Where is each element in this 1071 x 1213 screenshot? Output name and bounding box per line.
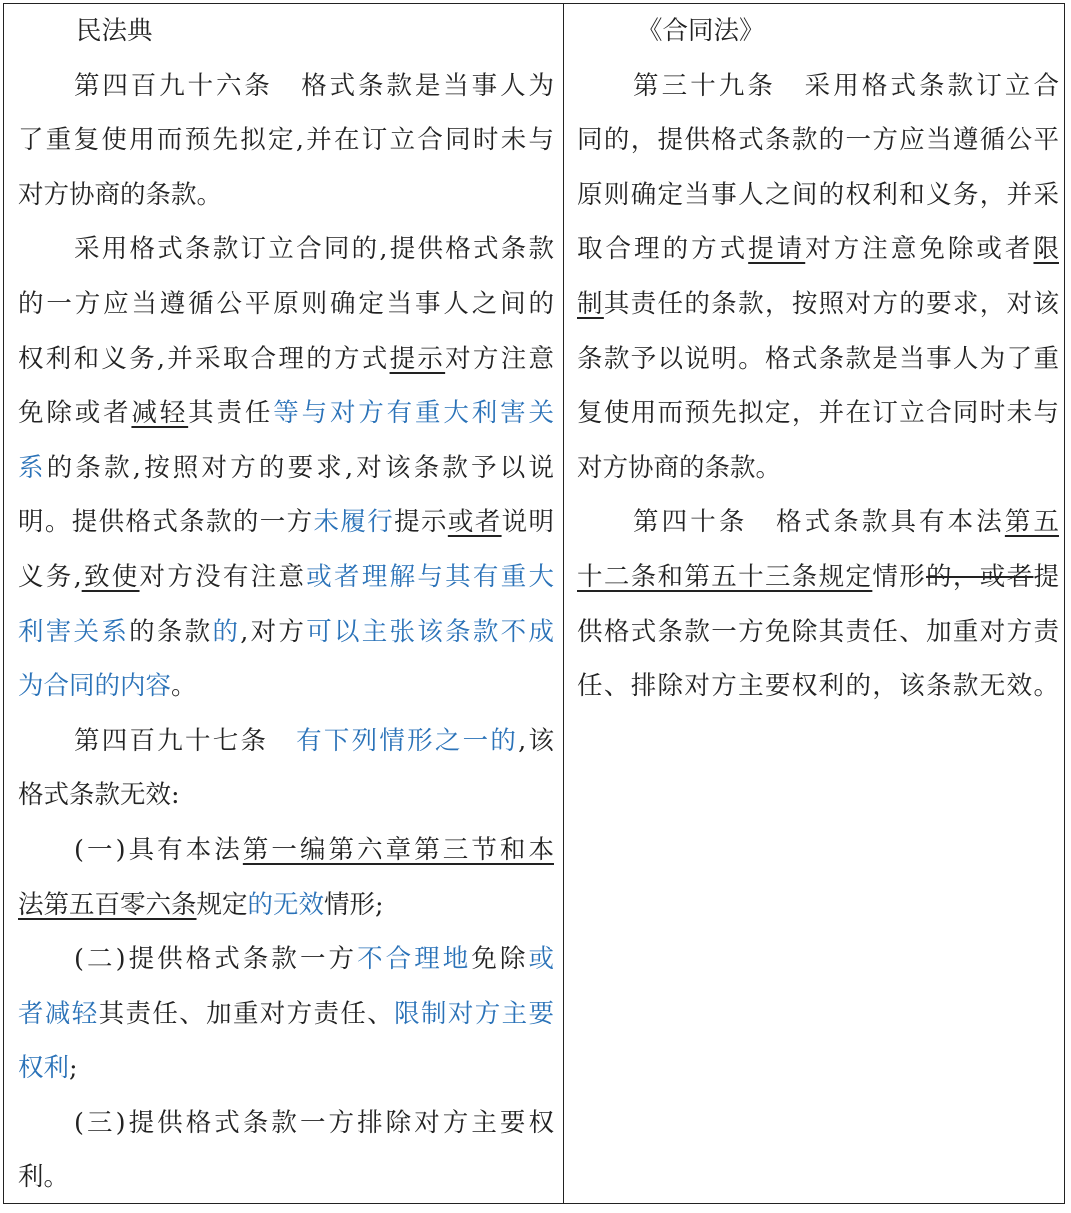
text-segment: ,该	[518, 725, 554, 756]
left-line	[18, 932, 554, 987]
left-line	[18, 332, 554, 387]
text-segment: 免除或者	[18, 398, 132, 429]
text-segment: 提示	[394, 507, 448, 538]
highlighted-text: 可以主张该条款不成	[306, 616, 554, 647]
text-segment: 说明	[501, 507, 554, 538]
right-line	[577, 605, 1059, 660]
text-segment: 同的，提供格式条款的一方应当遵循公平	[577, 125, 1059, 156]
text-segment: (三)提供格式条款一方排除对方主要权	[74, 1107, 554, 1138]
text-segment: 其责任的条款，按照对方的要求，对该	[603, 288, 1059, 319]
highlighted-text: 系	[18, 452, 47, 483]
right-line	[577, 113, 1059, 168]
text-segment: 对方没有注意	[139, 561, 307, 592]
highlighted-text: 权利	[18, 1053, 70, 1084]
text-segment: 供格式条款一方免除其责任、加重对方责	[577, 616, 1059, 647]
text-segment: 对方协商的条款。	[18, 179, 223, 210]
text-segment: 复使用而预先拟定，并在订立合同时未与	[577, 398, 1059, 429]
text-segment: 免除	[471, 944, 529, 975]
highlighted-text: 限制对方主要	[394, 998, 554, 1029]
left-line	[18, 441, 554, 496]
right-line	[577, 168, 1059, 223]
left-line	[18, 113, 554, 168]
text-segment: 条款予以说明。格式条款是当事人为了重	[577, 343, 1059, 374]
text-segment: 取合理的方式	[577, 234, 749, 265]
left-line	[18, 768, 554, 823]
underlined-text: 十二条和第五十三条规定	[577, 561, 873, 592]
text-segment: (一)具有本法	[74, 834, 243, 865]
highlighted-text: 或者理解与其有重大	[306, 561, 554, 592]
left-line	[18, 550, 554, 605]
left-line	[18, 386, 554, 441]
underlined-text: 减轻	[131, 398, 189, 429]
left-line	[18, 1096, 554, 1151]
underlined-text: 制	[577, 288, 604, 319]
text-segment: 其责任、加重对方责任、	[98, 998, 395, 1029]
text-segment: 对方注意免除或者	[805, 234, 1034, 265]
text-segment: 格式条款无效:	[18, 780, 180, 811]
left-line	[18, 659, 554, 714]
highlighted-text: 有下列情形之一的	[296, 725, 519, 756]
highlighted-text: 利害关系	[18, 616, 130, 647]
highlighted-text: 或	[528, 944, 554, 975]
left-line	[18, 495, 554, 550]
text-segment: 了重复使用而预先拟定,并在订立合同时未与	[18, 125, 554, 156]
struck-text: 的，或者	[926, 561, 1034, 592]
right-line	[577, 441, 1059, 496]
civil-code-column	[18, 4, 554, 1205]
text-segment: 对方注意	[445, 343, 554, 374]
text-segment: 第四百九十七条	[74, 725, 297, 756]
text-segment: 明。提供格式条款的一方	[18, 507, 314, 538]
underlined-text: 提示	[389, 343, 446, 374]
highlighted-text: 等与对方有重大利害关	[273, 398, 554, 429]
text-segment: 的条款	[129, 616, 213, 647]
right-line	[577, 59, 1059, 114]
text-segment: 第四百九十六条 格式条款是当事人为	[74, 70, 554, 101]
text-segment: 第三十九条 采用格式条款订立合	[633, 70, 1059, 101]
left-line	[18, 222, 554, 277]
text-segment: ,对方	[240, 616, 307, 647]
highlighted-text: 为合同的内容	[18, 671, 172, 702]
highlighted-text: 的	[212, 616, 241, 647]
text-segment: 利。	[18, 1162, 70, 1193]
contract-law-header: 《合同法》	[637, 16, 765, 46]
underlined-text: 限	[1033, 234, 1059, 265]
text-segment: 提	[1033, 561, 1059, 592]
highlighted-text: 未履行	[313, 507, 395, 538]
text-segment: 原则确定当事人之间的权利和义务，并采	[577, 179, 1059, 210]
left-line	[18, 1041, 554, 1096]
civil-code-header: 民法典	[76, 16, 153, 46]
text-segment: 情形	[872, 561, 927, 592]
text-segment: 权利和义务,并采取合理的方式	[18, 343, 390, 374]
left-line	[18, 168, 554, 223]
text-segment: 义务,	[18, 561, 82, 592]
right-line	[577, 386, 1059, 441]
text-segment: 的一方应当遵循公平原则确定当事人之间的	[18, 288, 554, 319]
text-segment: 规定	[196, 889, 248, 920]
highlighted-text: 不合理地	[357, 944, 472, 975]
left-line	[18, 1150, 554, 1205]
text-segment: 对方协商的条款。	[577, 452, 782, 483]
text-segment: 第四十条 格式条款具有本法	[633, 507, 1005, 538]
right-line	[577, 222, 1059, 277]
right-line	[577, 495, 1059, 550]
right-line	[577, 332, 1059, 387]
left-line	[18, 987, 554, 1042]
underlined-text: 或者	[447, 507, 502, 538]
right-line	[577, 659, 1059, 714]
right-line	[577, 277, 1059, 332]
underlined-text: 提请	[748, 234, 806, 265]
text-segment: 采用格式条款订立合同的,提供格式条款	[74, 234, 554, 265]
left-line	[18, 605, 554, 660]
left-line	[18, 878, 554, 933]
column-divider	[563, 4, 564, 1203]
left-line	[18, 823, 554, 878]
text-segment: ;	[69, 1053, 78, 1084]
text-segment: 任、排除对方主要权利的，该条款无效。	[577, 671, 1059, 702]
underlined-text: 第一编第六章第三节和本	[242, 834, 554, 865]
underlined-text: 致使	[81, 561, 140, 592]
underlined-text: 第五	[1004, 507, 1059, 538]
highlighted-text: 的无效	[247, 889, 325, 920]
text-segment: 。	[171, 671, 197, 702]
underlined-text: 法第五百零六条	[18, 889, 197, 920]
left-line	[18, 59, 554, 114]
comparison-table	[3, 3, 1065, 1204]
contract-law-column	[577, 4, 1059, 714]
text-segment: 的条款,按照对方的要求,对该条款予以说	[46, 452, 554, 483]
left-line	[18, 277, 554, 332]
right-line	[577, 550, 1059, 605]
text-segment: 情形;	[324, 889, 384, 920]
text-segment: 其责任	[188, 398, 274, 429]
highlighted-text: 者减轻	[18, 998, 99, 1029]
left-line	[18, 714, 554, 769]
text-segment: (二)提供格式条款一方	[74, 944, 358, 975]
